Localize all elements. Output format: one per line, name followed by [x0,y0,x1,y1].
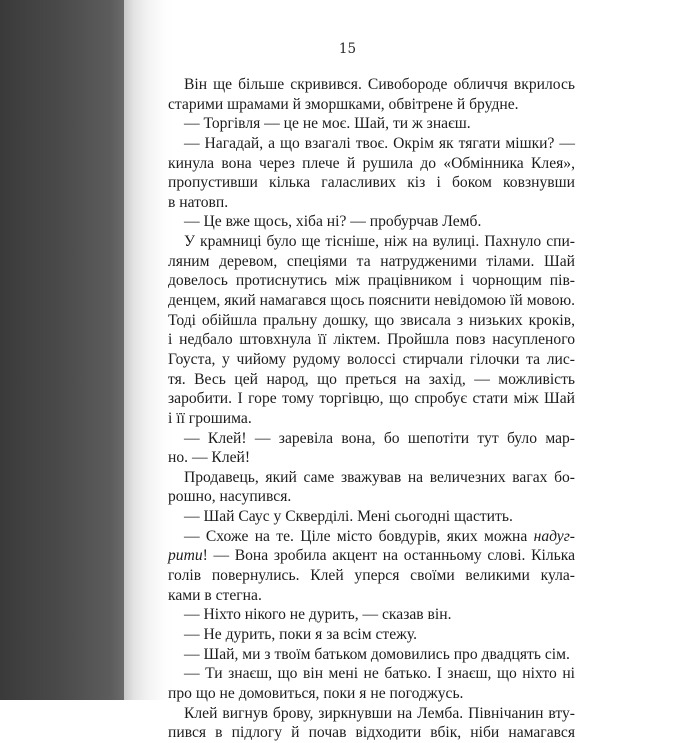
page-number: 15 [338,41,357,57]
text-line: — Ніхто нікого не дурить, — сказав він. [184,606,452,624]
text-line: У крамниці було ще тісніше, ніж на вулиці. Пахнуло спи- [184,233,575,251]
text-line: Продавець, який саме зважував на величезних вагах бо- [184,468,575,486]
text-line: в натовп. [168,193,229,211]
text-line: довелось протиснутись між працівником і чорнощим пів- [168,272,575,290]
text-line: заробити. І горе тому торгівцю, що спробує стати між Шай [168,390,575,408]
text-line: денцем, який намагався щось пояснити невідомою їй мовою. [168,292,575,310]
text-line: голів повернулись. Клей уперся своїми великими кула- [168,567,575,585]
text-line: — Ти знаєш, що він мені не батько. І знаєш, що ніхто ні [184,665,575,683]
italic-emphasis: рити [168,547,203,565]
text-line: Клей вигнув брову, зиркнувши на Лемба. Північанин вту- [184,704,575,722]
text-line: старими шрамами й зморшками, обвітрене й брудне. [168,95,519,113]
text-line: — Шай, ми з твоїм батьком домовились про двадцять сім. [184,645,570,663]
text-line: ляним деревом, спеціями та натрудженими тілами. Шай [168,252,575,270]
body-text [168,75,575,743]
text-line: рошно, насупився. [168,488,292,506]
book-edge [0,0,124,700]
text-line: — Не дурить, поки я за всім стежу. [184,625,418,643]
text-line: ками в стегна. [168,586,262,604]
text-line: і недбало штовхнула її ліктем. Пройшла повз насупленого [168,331,575,349]
text-line: — Клей! — заревіла вона, бо шепотіти тут було мар- [184,429,575,447]
text-line: но. — Клей! [168,449,251,467]
text-segment: — Схоже на те. Ціле місто бовдурів, яких можна [184,527,534,545]
text-segment: ! — Вона зробила акцент на останньому слові. Кілька [202,547,575,565]
text-line: Він ще більше скривився. Сивобороде обличчя вкрилось [184,76,575,93]
text-line: — Торгівля — це не моє. Шай, ти ж знаєш. [184,115,471,133]
book-page [124,0,700,742]
text-line: тя. Весь цей народ, що преться на захід, — можливість [168,370,575,388]
text-line [168,527,575,547]
text-line: Тоді обійшла пральну дошку, що звисала з низьких кроків, [168,311,575,329]
text-line: кинула вона через плече й рушила до «Обмінника Клея», [168,154,575,172]
text-line: пропустивши кілька галасливих кіз і боком ковзнувши [168,174,575,192]
text-line: — Це вже щось, хіба ні? — пробурчав Лемб. [184,213,482,231]
text-line: і її грошима. [168,409,252,427]
italic-emphasis: надуг- [533,527,575,545]
text-line: — Шай Саус у Скверділі. Мені сьогодні щастить. [184,508,513,526]
text-line: про що не домовиться, поки я не погоджусь. [168,684,464,702]
text-line [168,546,575,566]
text-line: пився в підлогу й почав відходити вбік, ніби намагався [168,724,575,742]
text-line: — Нагадай, а що взагалі твоє. Окрім як тягати мішки? — [184,134,575,152]
text-line: Гоуста, у чийому рудому волоссі стирчали гілочки та лис- [168,350,575,368]
